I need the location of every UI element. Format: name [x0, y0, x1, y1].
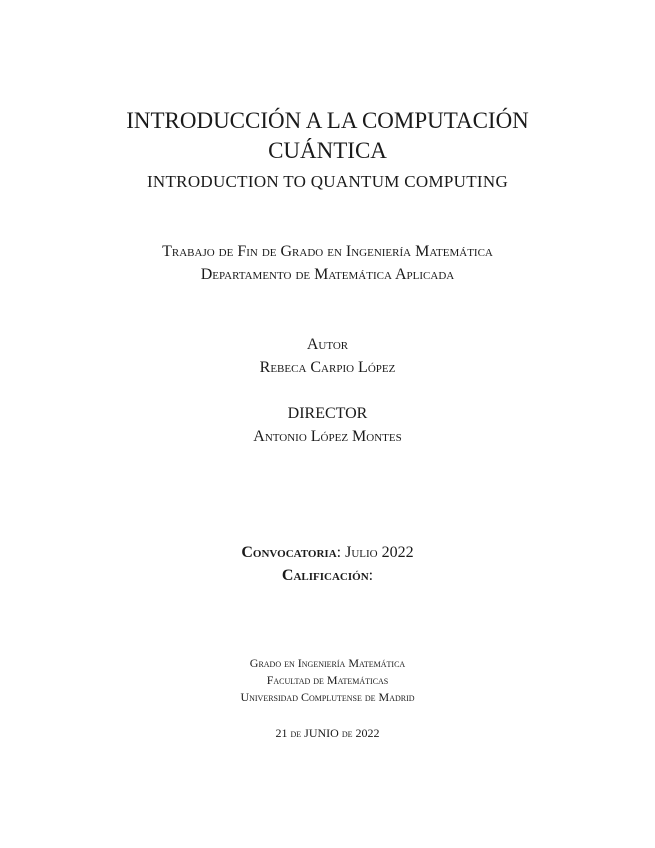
- faculty-name: Facultad de Matemáticas: [266, 673, 389, 687]
- director-name: Antonio López Montes: [253, 428, 402, 445]
- program-name: Grado en Ingeniería Matemática: [249, 656, 406, 670]
- convocatoria-line: [0, 541, 655, 564]
- date-month: JUNIO: [304, 726, 339, 740]
- director-label: DIRECTOR: [287, 405, 368, 422]
- author-label: Autor: [306, 336, 349, 353]
- convocatoria-value: Julio 2022: [345, 544, 414, 561]
- convocatoria-label: Convocatoria: [241, 544, 337, 561]
- submission-date: [0, 725, 655, 742]
- english-title: [0, 170, 655, 194]
- date-year: 2022: [355, 726, 380, 740]
- author-name: Rebeca Carpio López: [259, 359, 396, 376]
- calificacion-separator: :: [368, 567, 374, 584]
- date-day: 21: [275, 726, 288, 740]
- calificacion-line: [0, 564, 655, 587]
- call-section: [0, 541, 655, 587]
- department: Departamento de Matemática Aplicada: [200, 266, 455, 283]
- title-line-2: CUÁNTICA: [268, 138, 387, 163]
- work-type: Trabajo de Fin de Grado en Ingeniería Matemática: [162, 243, 493, 260]
- institution-info: [0, 655, 655, 706]
- university-name: Universidad Complutense de Madrid: [240, 690, 415, 704]
- director-section: [0, 402, 655, 448]
- convocatoria-separator: :: [336, 544, 342, 561]
- date-de-1: de: [290, 726, 302, 740]
- date-de-2: de: [341, 726, 353, 740]
- title-line-1: INTRODUCCIÓN A LA COMPUTACIÓN: [126, 108, 529, 133]
- degree-info: [0, 240, 655, 286]
- calificacion-label: Calificación: [281, 567, 369, 584]
- english-title-text: INTRODUCTION TO QUANTUM COMPUTING: [146, 172, 509, 191]
- thesis-title: [0, 106, 655, 166]
- date-line: [0, 725, 655, 742]
- author-section: [0, 333, 655, 379]
